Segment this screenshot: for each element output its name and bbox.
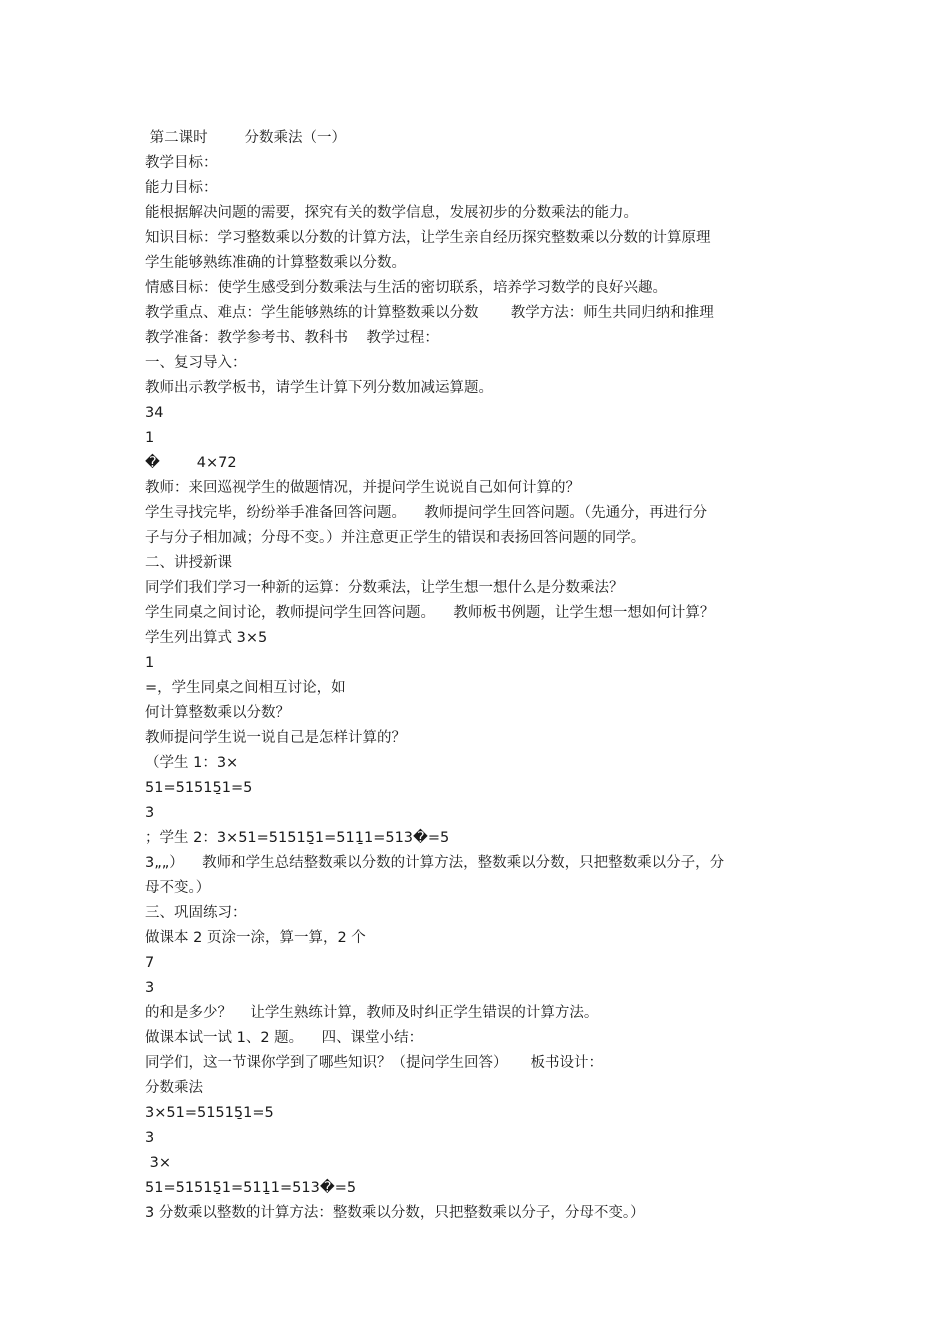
text-line: 知识目标：学习整数乘以分数的计算方法，让学生亲自经历探究整数乘以分数的计算原理 [145,230,711,246]
math-line: 3×51=51515̱1=5 [145,1105,274,1121]
text-line: 情感目标：使学生感受到分数乘法与生活的密切联系，培养学习数学的良好兴趣。 [145,280,667,296]
math-line: 1 [145,655,155,671]
math-line: 3× [145,1155,171,1171]
text-line: 教师：来回巡视学生的做题情况，并提问学生说说自己如何计算的？ [145,480,580,496]
math-line: 51=51515̱1=5 [145,780,253,796]
text-line: 母不变。） [145,880,211,896]
math-line: 7 [145,955,155,971]
text-line: 教师提问学生说一说自己是怎样计算的？ [145,730,406,746]
text-line: 的和是多少？ 让学生熟练计算，教师及时纠正学生错误的计算方法。 [145,1005,599,1021]
math-line: 3 [145,980,155,996]
math-line: 51=51515̱1=511̱1=513�=5 [145,1180,357,1196]
text-line: 学生能够熟练准确的计算整数乘以分数。 [145,255,406,271]
text-line: 分数乘法 [145,1080,203,1096]
text-line: 3„„） 教师和学生总结整数乘以分数的计算方法，整数乘以分数，只把整数乘以分子，分 [145,855,725,871]
section-heading: 一、复习导入： [145,355,247,371]
math-line: 3 [145,805,155,821]
text-line: 学生寻找完毕，纷纷举手准备回答问题。 教师提问学生回答问题。（先通分，再进行分 [145,505,708,521]
text-line: 能根据解决问题的需要，探究有关的数学信息，发展初步的分数乘法的能力。 [145,205,638,221]
math-line: ；学生 2：3×51=51515̱1=511̱1=513�=5 [145,830,450,846]
section-heading: 二、讲授新课 [145,555,232,571]
text-line: 学生同桌之间讨论，教师提问学生回答问题。 教师板书例题，让学生想一想如何计算？ [145,605,715,621]
text-line: 3 分数乘以整数的计算方法：整数乘以分数，只把整数乘以分子，分母不变。） [145,1205,645,1221]
text-line: 同学们，这一节课你学到了哪些知识？（提问学生回答） 板书设计： [145,1055,604,1071]
text-line: 子与分子相加减；分母不变。）并注意更正学生的错误和表扬回答问题的同学。 [145,530,646,546]
section-heading: 三、巩固练习： [145,905,247,921]
math-line: 1 [145,430,155,446]
text-line: （学生 1：3× [145,755,239,771]
text-line: 何计算整数乘以分数？ [145,705,290,721]
lesson-title: 第二课时 分数乘法（一） [145,130,346,146]
text-line: 做课本 2 页涂一涂，算一算，2 个 [145,930,366,946]
math-line: � 4×72 [145,455,237,471]
text-line: 教学重点、难点：学生能够熟练的计算整数乘以分数 教学方法：师生共同归纳和推理 [145,305,714,321]
math-line: 3 [145,1130,155,1146]
text-line: 教学准备：教学参考书、教科书 教学过程： [145,330,439,346]
math-line: 34 [145,405,164,421]
text-line: 教师出示教学板书，请学生计算下列分数加减运算题。 [145,380,493,396]
text-line: 同学们我们学习一种新的运算：分数乘法，让学生想一想什么是分数乘法？ [145,580,624,596]
text-line: 能力目标： [145,180,218,196]
text-line: =，学生同桌之间相互讨论，如 [145,680,346,696]
text-line: 教学目标： [145,155,218,171]
text-line: 学生列出算式 3×5 [145,630,268,646]
text-line: 做课本试一试 1、2 题。 四、课堂小结： [145,1030,424,1046]
